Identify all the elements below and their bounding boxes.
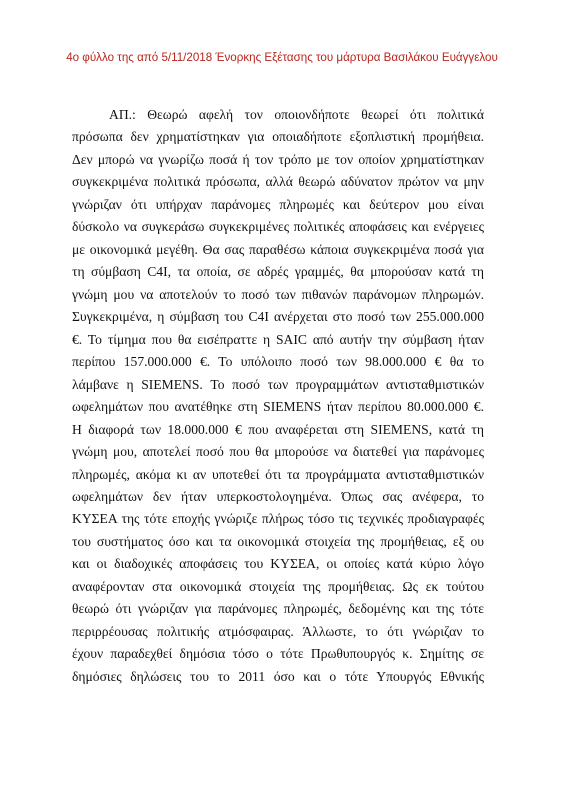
text-line: ΑΠ.: Θεωρώ αφελή τον οποιονδήποτε θεωρεί ότι πολιτικά (109, 107, 484, 122)
text-line: έχουν παραδεχθεί δημόσια τόσο ο τότε Πρωθυπουργός κ. Σημίτης σε (72, 646, 484, 662)
text-line: €. Το τίμημα που θα εισέπραττε η SAIC από αυτήν την σύμβαση ήταν (72, 331, 484, 347)
text-line: Συγκεκριμένα, η σύμβαση του C4I ανέρχεται στο ποσό των 255.000.000 (72, 309, 484, 325)
text-line: με οικονομικά μεγέθη. Θα σας παραθέσω κάποια συγκεκριμένα ποσά για (72, 241, 484, 257)
text-line: περίπου 157.000.000 €. Το υπόλοιπο ποσό των 98.000.000 € θα το (72, 354, 484, 370)
text-line: ΚΥΣΕΑ της τότε εποχής γνώριζε πλήρως τόσο τις τεχνικές προδιαγραφές (72, 511, 484, 527)
text-line: τη σύμβαση C4I, τα οποία, σε αδρές γραμμές, θα μπορούσαν κατά τη (72, 264, 484, 280)
text-line: δημόσιες δηλώσεις του το 2011 όσο και ο τότε Υπουργός Εθνικής (72, 668, 484, 684)
text-line: λάμβανε η SIEMENS. Το ποσό των προγραμμάτων αντισταθμιστικών (72, 376, 484, 392)
text-line: περιρρέουσας πολιτικής ατμόσφαιρας. Άλλωστε, το ότι γνώριζαν το (72, 623, 484, 639)
text-line: συγκεκριμένα πολιτικά πρόσωπα, αλλά θεωρώ αδύνατον πρώτον να μην (72, 174, 484, 190)
text-line: πρόσωπα δεν χρηματίστηκαν για οποιαδήποτε εξοπλιστική προμήθεια. (72, 129, 484, 145)
body-paragraph (72, 104, 484, 688)
text-line: πληρωμές, ακόμα κι αν υποτεθεί ότι τα προγράμματα αντισταθμιστικών (72, 466, 484, 482)
text-line: γνώριζαν ότι υπήρχαν παράνομες πληρωμές και δεύτερον μου είναι (72, 196, 484, 212)
text-line: δύσκολο να συγκεράσω συγκεκριμένες πολιτικές αποφάσεις και ενέργειες (72, 219, 484, 235)
text-line: και οι διαδοχικές αποφάσεις του ΚΥΣΕΑ, οι οποίες κατά κύριο λόγο (72, 556, 484, 572)
text-line: γνώμη μου να αποτελούν το ποσό των πιθανών παράνομων πληρωμών. (72, 286, 484, 302)
text-line: γνώμη μου, αποτελεί ποσό που θα μπορούσε να διατεθεί για παράνομες (72, 444, 484, 460)
text-line: ωφελημάτων δεν ήταν υπερκοστολογημένα. Όπως σας ανέφερα, το (72, 488, 484, 504)
text-line: Η διαφορά των 18.000.000 € που αναφέρεται στη SIEMENS, κατά τη (72, 421, 484, 437)
text-line: ωφελημάτων που ανατέθηκε στη SIEMENS ήταν περίπου 80.000.000 €. (72, 399, 484, 415)
text-line: αναφέρονταν στα οικονομικά στοιχεία της προμήθειας. Ως εκ τούτου (72, 578, 484, 594)
page-header: 4ο φύλλο της από 5/11/2018 Ένορκης Εξέτασης του μάρτυρα Βασιλάκου Ευάγγελου (66, 51, 498, 64)
text-line: Δεν μπορώ να γνωρίζω ποσά ή τον τρόπο με τον οποίον χρηματίστηκαν (72, 151, 484, 167)
text-line: θεωρώ ότι γνώριζαν για παράνομες πληρωμές, δεδομένης και της τότε (72, 601, 484, 617)
text-line: του συστήματος όσο και τα οικονομικά στοιχεία της προμήθειας, εξ ου (72, 533, 484, 549)
